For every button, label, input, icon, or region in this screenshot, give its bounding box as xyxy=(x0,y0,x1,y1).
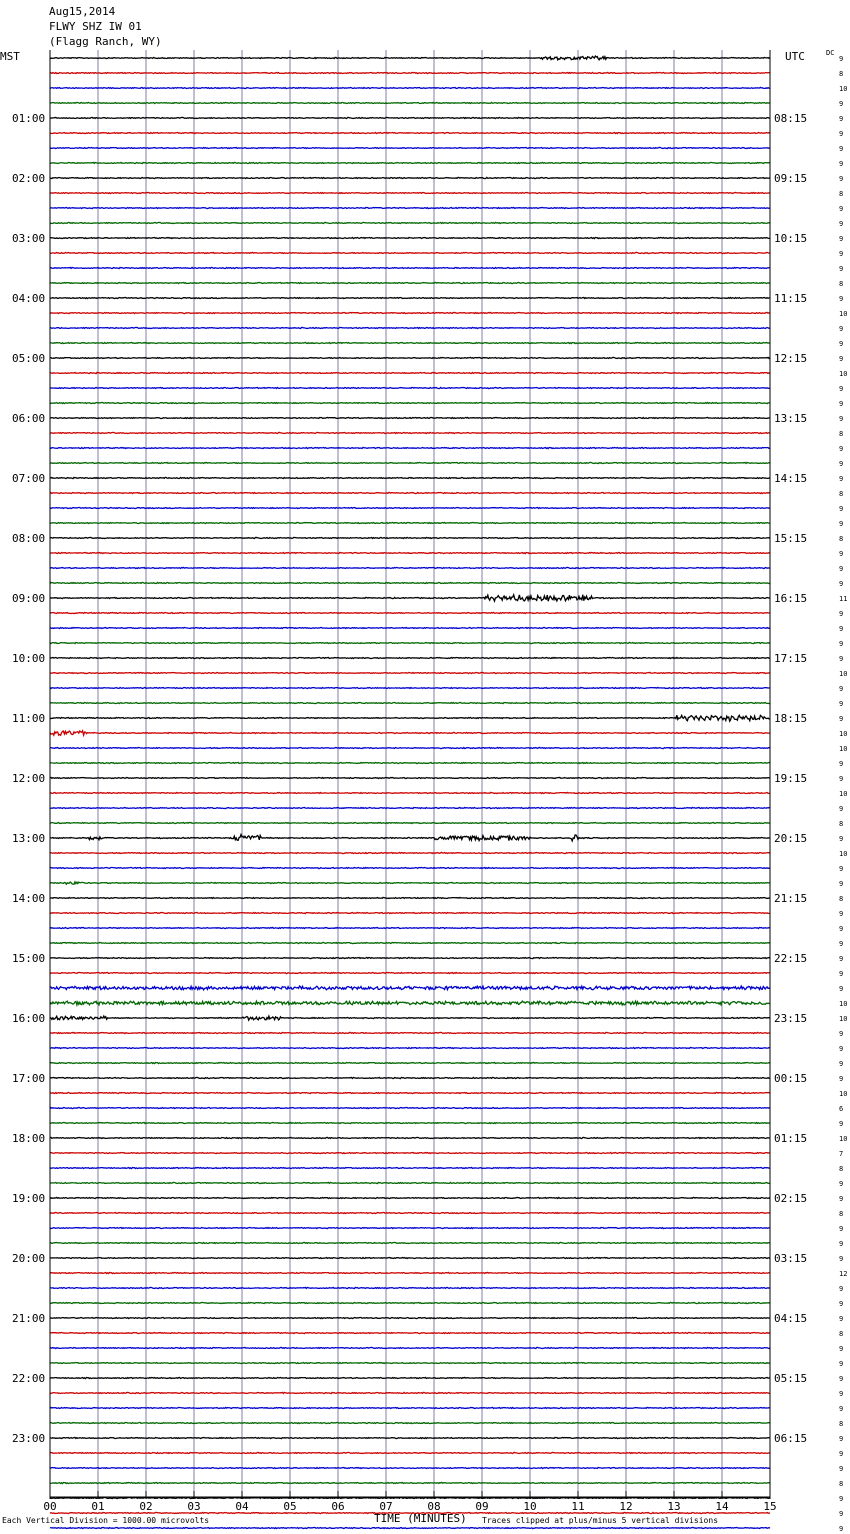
dc-offset-label: 9 xyxy=(839,460,844,468)
dc-offset-label: 9 xyxy=(839,415,844,423)
trace-line xyxy=(50,942,770,943)
trace-line xyxy=(50,567,770,568)
trace-line xyxy=(50,1197,770,1198)
trace-line xyxy=(50,387,770,388)
dc-offset-label: 9 xyxy=(839,145,844,153)
trace-line xyxy=(50,342,770,343)
dc-offset-label: 9 xyxy=(839,625,844,633)
dc-offset-label: 9 xyxy=(839,550,844,558)
footer-clip-note: Traces clipped at plus/minus 5 vertical divisions xyxy=(482,1516,719,1525)
mst-hour-label: 16:00 xyxy=(12,1012,46,1025)
trace-line xyxy=(50,687,770,688)
dc-offset-label: 8 xyxy=(839,1210,844,1218)
trace-line xyxy=(50,1527,770,1528)
utc-hour-label: 08:15 xyxy=(774,112,808,125)
trace-line xyxy=(50,792,770,793)
trace-line xyxy=(50,835,770,841)
x-tick-label: 02 xyxy=(139,1500,153,1513)
trace-line xyxy=(50,1452,770,1453)
utc-hour-label: 09:15 xyxy=(774,172,808,185)
trace-line xyxy=(50,72,770,73)
trace-line xyxy=(50,582,770,583)
dc-offset-label: 9 xyxy=(839,295,844,303)
dc-offset-label: 9 xyxy=(839,205,844,213)
dc-offset-label: 9 xyxy=(839,250,844,258)
dc-offset-label: 9 xyxy=(839,100,844,108)
dc-offset-label: 9 xyxy=(839,505,844,513)
mst-hour-label: 19:00 xyxy=(12,1192,46,1205)
mst-hour-label: 01:00 xyxy=(12,112,46,125)
dc-offset-label: 9 xyxy=(839,1510,844,1518)
utc-hour-label: 03:15 xyxy=(774,1252,808,1265)
dc-offset-label: 9 xyxy=(839,1285,844,1293)
trace-line xyxy=(50,1167,770,1168)
dc-offset-label: 6 xyxy=(839,1105,844,1113)
dc-offset-label: 9 xyxy=(839,985,844,993)
dc-offset-label: 10 xyxy=(839,370,848,378)
dc-offset-label: 9 xyxy=(839,1240,844,1248)
left-timezone-label: MST xyxy=(0,50,20,63)
trace-line xyxy=(50,282,770,283)
trace-line xyxy=(50,1407,770,1408)
trace-line xyxy=(50,1137,770,1138)
dc-offset-label: 9 xyxy=(839,355,844,363)
mst-hour-label: 03:00 xyxy=(12,232,46,245)
trace-line xyxy=(50,357,770,358)
trace-line xyxy=(50,477,770,478)
mst-hour-label: 11:00 xyxy=(12,712,46,725)
dc-offset-label: 9 xyxy=(839,655,844,663)
trace-line xyxy=(50,1482,770,1483)
utc-hour-label: 15:15 xyxy=(774,532,808,545)
trace-line xyxy=(50,1092,770,1093)
dc-offset-label: 9 xyxy=(839,1465,844,1473)
trace-line xyxy=(50,852,770,853)
dc-offset-label: 9 xyxy=(839,265,844,273)
trace-line xyxy=(50,117,770,118)
dc-offset-label: 9 xyxy=(839,1045,844,1053)
trace-line xyxy=(50,1227,770,1228)
dc-offset-label: 8 xyxy=(839,820,844,828)
dc-offset-label: 9 xyxy=(839,115,844,123)
trace-line xyxy=(50,432,770,433)
x-tick-label: 09 xyxy=(475,1500,489,1513)
mst-hour-label: 02:00 xyxy=(12,172,46,185)
trace-line xyxy=(50,1272,770,1273)
trace-line xyxy=(50,1182,770,1183)
dc-offset-label: 8 xyxy=(839,280,844,288)
utc-hour-label: 11:15 xyxy=(774,292,808,305)
dc-offset-label: 9 xyxy=(839,130,844,138)
x-tick-label: 12 xyxy=(619,1500,633,1513)
dc-offset-label: 9 xyxy=(839,880,844,888)
dc-offset-label: 10 xyxy=(839,670,848,678)
mst-hour-label: 07:00 xyxy=(12,472,46,485)
trace-line xyxy=(50,1437,770,1438)
trace-line xyxy=(50,1242,770,1243)
mst-hour-label: 21:00 xyxy=(12,1312,46,1325)
dc-offset-label: 8 xyxy=(839,1330,844,1338)
dc-offset-label: 9 xyxy=(839,1345,844,1353)
x-tick-label: 05 xyxy=(283,1500,297,1513)
trace-line xyxy=(50,1287,770,1288)
dc-offset-label: 9 xyxy=(839,400,844,408)
mst-hour-label: 15:00 xyxy=(12,952,46,965)
dc-offset-label: 9 xyxy=(839,175,844,183)
header-location: (Flagg Ranch, WY) xyxy=(49,35,162,48)
trace-line xyxy=(50,522,770,523)
trace-line xyxy=(50,102,770,103)
dc-offset-label: 9 xyxy=(839,1255,844,1263)
utc-hour-label: 18:15 xyxy=(774,712,808,725)
dc-offset-label: 9 xyxy=(839,685,844,693)
utc-hour-label: 20:15 xyxy=(774,832,808,845)
utc-hour-label: 14:15 xyxy=(774,472,808,485)
utc-hour-label: 02:15 xyxy=(774,1192,808,1205)
trace-line xyxy=(50,447,770,448)
trace-line xyxy=(50,132,770,133)
trace-line xyxy=(50,267,770,268)
trace-line xyxy=(50,372,770,373)
dc-offset-label: 8 xyxy=(839,70,844,78)
dc-offset-label: 9 xyxy=(839,340,844,348)
dc-offset-label: 9 xyxy=(839,1225,844,1233)
trace-line xyxy=(50,417,770,418)
dc-offset-label: 12 xyxy=(839,1270,848,1278)
trace-line xyxy=(50,1302,770,1303)
trace-line xyxy=(50,162,770,163)
dc-offset-label: 10 xyxy=(839,790,848,798)
trace-line xyxy=(50,612,770,613)
trace-line xyxy=(50,747,770,748)
trace-line xyxy=(50,1062,770,1063)
dc-offset-label: 9 xyxy=(839,235,844,243)
dc-offset-label: 9 xyxy=(839,955,844,963)
trace-line xyxy=(50,1107,770,1108)
trace-line xyxy=(50,1497,770,1498)
mst-hour-label: 23:00 xyxy=(12,1432,46,1445)
trace-line xyxy=(50,252,770,253)
trace-line xyxy=(50,731,770,736)
dc-offset-label: 9 xyxy=(839,1525,844,1533)
utc-hour-label: 04:15 xyxy=(774,1312,808,1325)
dc-offset-label: 10 xyxy=(839,850,848,858)
dc-offset-label: 8 xyxy=(839,190,844,198)
trace-line xyxy=(50,642,770,643)
dc-offset-label: 10 xyxy=(839,1015,848,1023)
trace-line xyxy=(50,507,770,508)
x-tick-label: 00 xyxy=(43,1500,57,1513)
x-tick-label: 04 xyxy=(235,1500,249,1513)
x-tick-label: 01 xyxy=(91,1500,105,1513)
dc-offset-label: 9 xyxy=(839,475,844,483)
trace-line xyxy=(50,177,770,178)
trace-line xyxy=(50,1152,770,1153)
trace-line xyxy=(50,207,770,208)
dc-offset-label: 9 xyxy=(839,1495,844,1503)
dc-offset-label: 10 xyxy=(839,1000,848,1008)
mst-hour-label: 08:00 xyxy=(12,532,46,545)
trace-line xyxy=(50,957,770,958)
trace-line xyxy=(50,657,770,658)
utc-hour-label: 21:15 xyxy=(774,892,808,905)
trace-line xyxy=(50,672,770,673)
dc-offset-label: 9 xyxy=(839,775,844,783)
trace-line xyxy=(50,537,770,538)
x-tick-label: 15 xyxy=(763,1500,777,1513)
trace-line xyxy=(50,627,770,628)
trace-line xyxy=(50,1257,770,1258)
trace-line xyxy=(50,552,770,553)
dc-offset-label: 9 xyxy=(839,580,844,588)
trace-line xyxy=(50,927,770,928)
x-tick-label: 10 xyxy=(523,1500,537,1513)
trace-line xyxy=(50,867,770,868)
x-tick-label: 03 xyxy=(187,1500,201,1513)
dc-offset-label: 8 xyxy=(839,1165,844,1173)
utc-hour-label: 00:15 xyxy=(774,1072,808,1085)
trace-line xyxy=(50,1001,770,1005)
trace-line xyxy=(50,1422,770,1423)
trace-line xyxy=(50,1347,770,1348)
trace-line xyxy=(50,312,770,313)
trace-line xyxy=(50,147,770,148)
trace-line xyxy=(50,807,770,808)
dc-offset-label: 9 xyxy=(839,1075,844,1083)
trace-line xyxy=(50,1122,770,1123)
dc-offset-label: 11 xyxy=(839,595,848,603)
dc-offset-label: 9 xyxy=(839,925,844,933)
dc-offset-label: 8 xyxy=(839,490,844,498)
trace-line xyxy=(50,897,770,898)
dc-offset-label: 9 xyxy=(839,1120,844,1128)
dc-offset-label: 9 xyxy=(839,970,844,978)
trace-line xyxy=(50,882,770,884)
utc-hour-label: 10:15 xyxy=(774,232,808,245)
mst-hour-label: 12:00 xyxy=(12,772,46,785)
dc-offset-label: 9 xyxy=(839,940,844,948)
dc-offset-label: 9 xyxy=(839,640,844,648)
footer-scale-note: Each Vertical Division = 1000.00 microvolts xyxy=(2,1516,210,1525)
mst-hour-label: 04:00 xyxy=(12,292,46,305)
mst-hour-label: 18:00 xyxy=(12,1132,46,1145)
trace-line xyxy=(50,912,770,913)
trace-line xyxy=(50,1047,770,1048)
dc-offset-label: 9 xyxy=(839,760,844,768)
dc-offset-label: 9 xyxy=(839,1405,844,1413)
dc-offset-label: 9 xyxy=(839,385,844,393)
dc-offset-label: 9 xyxy=(839,1315,844,1323)
dc-offset-label: 8 xyxy=(839,1420,844,1428)
mst-hour-label: 05:00 xyxy=(12,352,46,365)
dc-offset-label: 9 xyxy=(839,1360,844,1368)
utc-hour-label: 12:15 xyxy=(774,352,808,365)
utc-hour-label: 22:15 xyxy=(774,952,808,965)
utc-hour-label: 17:15 xyxy=(774,652,808,665)
dc-offset-label: 9 xyxy=(839,1060,844,1068)
dc-offset-label: 9 xyxy=(839,805,844,813)
header-station: FLWY SHZ IW 01 xyxy=(49,20,142,33)
x-tick-label: 13 xyxy=(667,1500,681,1513)
trace-line xyxy=(50,462,770,463)
dc-offset-label: 10 xyxy=(839,85,848,93)
dc-offset-label: 10 xyxy=(839,745,848,753)
dc-offset-label: 9 xyxy=(839,1300,844,1308)
trace-line xyxy=(50,1377,770,1378)
mst-hour-label: 10:00 xyxy=(12,652,46,665)
dc-offset-label: 7 xyxy=(839,1150,844,1158)
dc-offset-label: 9 xyxy=(839,1195,844,1203)
dc-offset-label: 9 xyxy=(839,700,844,708)
dc-offset-label: 9 xyxy=(839,1450,844,1458)
trace-line xyxy=(50,1016,770,1020)
trace-line xyxy=(50,237,770,238)
trace-line xyxy=(50,1467,770,1468)
dc-offset-label: 9 xyxy=(839,835,844,843)
mst-hour-label: 17:00 xyxy=(12,1072,46,1085)
mst-hour-label: 13:00 xyxy=(12,832,46,845)
trace-line xyxy=(50,822,770,823)
trace-line xyxy=(50,402,770,403)
x-tick-label: 11 xyxy=(571,1500,585,1513)
utc-hour-label: 05:15 xyxy=(774,1372,808,1385)
mst-hour-label: 06:00 xyxy=(12,412,46,425)
trace-line xyxy=(50,715,770,721)
dc-offset-label: 9 xyxy=(839,220,844,228)
trace-line xyxy=(50,1392,770,1393)
dc-offset-label: 9 xyxy=(839,610,844,618)
trace-line xyxy=(50,1077,770,1078)
dc-offset-label: 9 xyxy=(839,160,844,168)
trace-line xyxy=(50,986,770,990)
utc-hour-label: 01:15 xyxy=(774,1132,808,1145)
dc-offset-label: 9 xyxy=(839,715,844,723)
x-axis-title: TIME (MINUTES) xyxy=(374,1512,467,1525)
x-tick-label: 14 xyxy=(715,1500,729,1513)
dc-offset-label: 9 xyxy=(839,1030,844,1038)
dc-offset-label: 9 xyxy=(839,325,844,333)
trace-line xyxy=(50,492,770,493)
trace-line xyxy=(50,595,770,601)
dc-offset-label: 9 xyxy=(839,445,844,453)
mst-hour-label: 22:00 xyxy=(12,1372,46,1385)
dc-offset-label: 8 xyxy=(839,430,844,438)
utc-hour-label: 19:15 xyxy=(774,772,808,785)
header-date: Aug15,2014 xyxy=(49,5,116,18)
trace-line xyxy=(50,972,770,973)
dc-offset-label: 9 xyxy=(839,1390,844,1398)
dc-offset-label: 10 xyxy=(839,730,848,738)
dc-offset-label: 8 xyxy=(839,1480,844,1488)
trace-line xyxy=(50,297,770,298)
trace-line xyxy=(50,777,770,778)
right-timezone-label: UTC xyxy=(785,50,805,63)
utc-hour-label: 13:15 xyxy=(774,412,808,425)
dc-offset-label: 9 xyxy=(839,1435,844,1443)
dc-offset-label: 10 xyxy=(839,310,848,318)
dc-offset-label: 10 xyxy=(839,1135,848,1143)
trace-line xyxy=(50,1212,770,1213)
dc-offset-label: 9 xyxy=(839,1180,844,1188)
dc-offset-label: 9 xyxy=(839,565,844,573)
trace-line xyxy=(50,327,770,328)
trace-line xyxy=(50,87,770,88)
utc-hour-label: 23:15 xyxy=(774,1012,808,1025)
utc-hour-label: 06:15 xyxy=(774,1432,808,1445)
dc-offset-label: 9 xyxy=(839,1375,844,1383)
mst-hour-label: 14:00 xyxy=(12,892,46,905)
dc-offset-label: 9 xyxy=(839,910,844,918)
trace-line xyxy=(50,222,770,223)
mst-hour-label: 09:00 xyxy=(12,592,46,605)
trace-line xyxy=(50,1317,770,1318)
dc-offset-label: 8 xyxy=(839,535,844,543)
trace-line xyxy=(50,56,770,60)
trace-line xyxy=(50,192,770,193)
trace-line xyxy=(50,1032,770,1033)
mst-hour-label: 20:00 xyxy=(12,1252,46,1265)
dc-label: DC xyxy=(826,49,835,57)
x-tick-label: 08 xyxy=(427,1500,441,1513)
trace-line xyxy=(50,1362,770,1363)
x-tick-label: 06 xyxy=(331,1500,345,1513)
trace-line xyxy=(50,702,770,703)
dc-offset-label: 9 xyxy=(839,55,844,63)
dc-offset-label: 9 xyxy=(839,865,844,873)
trace-line xyxy=(50,762,770,763)
dc-offset-label: 9 xyxy=(839,520,844,528)
trace-line xyxy=(50,1332,770,1333)
dc-offset-label: 10 xyxy=(839,1090,848,1098)
dc-offset-label: 8 xyxy=(839,895,844,903)
utc-hour-label: 16:15 xyxy=(774,592,808,605)
x-tick-label: 07 xyxy=(379,1500,393,1513)
